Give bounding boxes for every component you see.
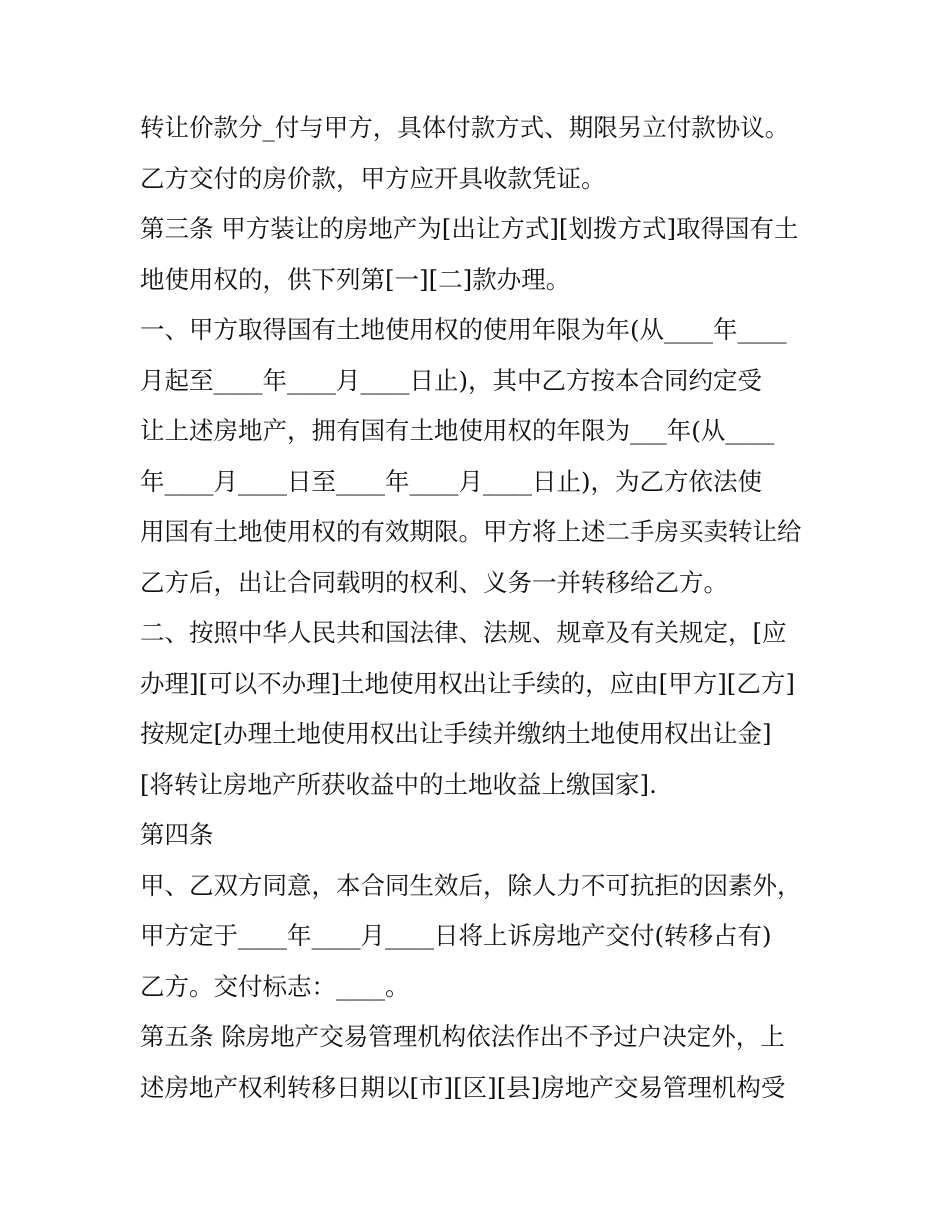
- text-line: 一、甲方取得国有土地使用权的使用年限为年(从____年____: [140, 315, 787, 344]
- section-heading: 第四条: [140, 820, 214, 849]
- text-line: 第三条 甲方装让的房地产为[出让方式][划拨方式]取得国有土: [140, 214, 799, 243]
- text-line: 年____月____日至____年____月____日止)，为乙方依法使: [140, 467, 763, 496]
- text-line: 二、按照中华人民共和国法律、法规、规章及有关规定，[应: [140, 618, 787, 647]
- text-line: 乙方。交付标志：____。: [140, 972, 410, 1001]
- text-line: 月起至____年____月____日止)，其中乙方按本合同约定受: [140, 366, 763, 395]
- text-line: 甲方定于____年____月____日将上诉房地产交付(转移占有): [140, 921, 772, 950]
- text-line: 第五条 除房地产交易管理机构依法作出不予过户决定外，上: [140, 1022, 785, 1051]
- text-line: 转让价款分_付与甲方，具体付款方式、期限另立付款协议。: [140, 113, 790, 142]
- text-line: 甲、乙双方同意，本合同生效后，除人力不可抗拒的因素外，: [140, 871, 802, 900]
- text-line: 乙方交付的房价款，甲方应开具收款凭证。: [140, 164, 606, 193]
- text-line: 乙方后，出让合同载明的权利、义务一并转移给乙方。: [140, 568, 728, 597]
- text-line: 述房地产权利转移日期以[市][区][县]房地产交易管理机构受: [140, 1073, 786, 1102]
- text-line: 办理][可以不办理]土地使用权出让手续的，应由[甲方][乙方]: [140, 669, 795, 698]
- text-line: 让上述房地产，拥有国有土地使用权的年限为___年(从____: [140, 416, 775, 445]
- text-line: 地使用权的，供下列第[一][二]款办理。: [140, 265, 571, 294]
- text-line: 用国有土地使用权的有效期限。甲方将上述二手房买卖转让给: [140, 517, 802, 546]
- text-line: 按规定[办理土地使用权出让手续并缴纳土地使用权出让金]: [140, 719, 772, 748]
- text-line: [将转让房地产所获收益中的土地收益上缴国家].: [140, 770, 657, 799]
